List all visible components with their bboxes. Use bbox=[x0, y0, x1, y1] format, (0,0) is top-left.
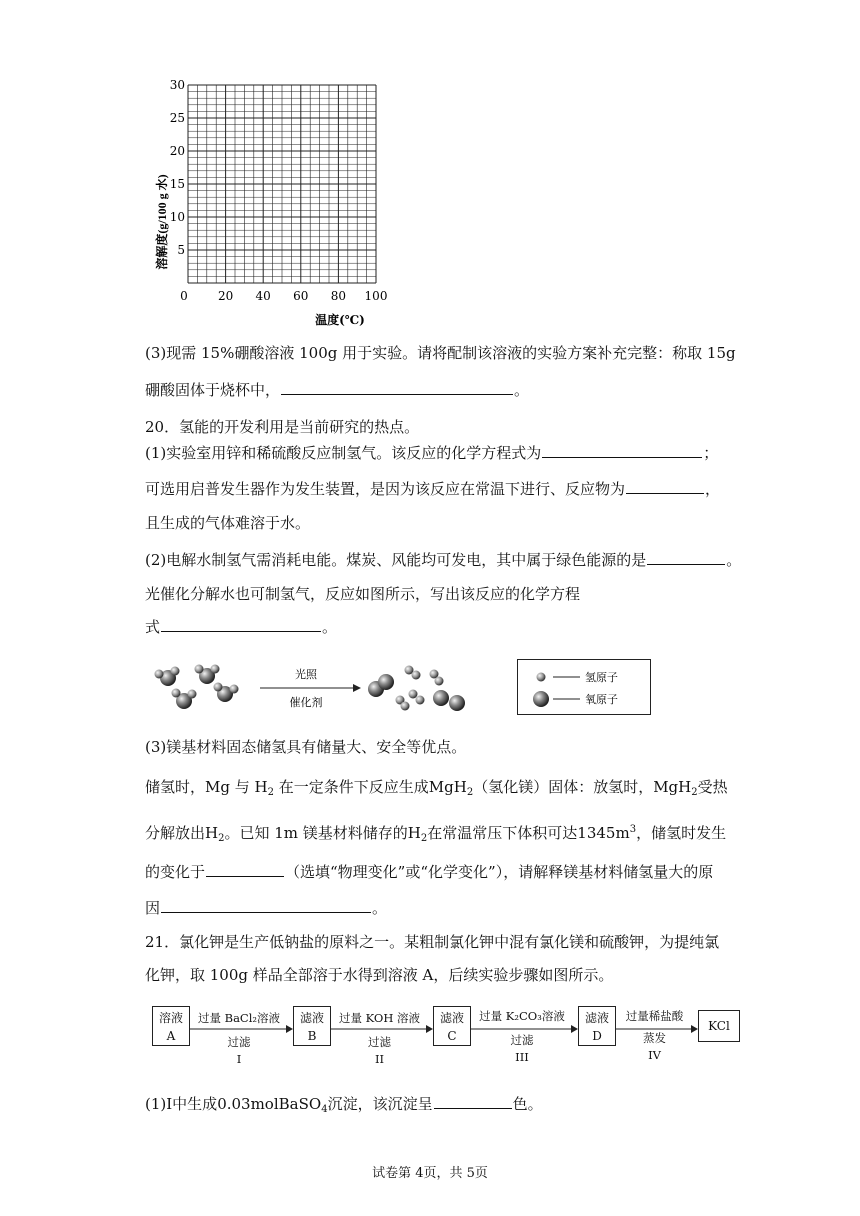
answer-blank[interactable] bbox=[281, 380, 513, 395]
answer-blank[interactable] bbox=[434, 1094, 512, 1109]
flow-box-kcl: KCl bbox=[698, 1010, 740, 1042]
chart-ylabel: 溶解度(g/100 g 水) bbox=[155, 174, 169, 270]
water-molecule bbox=[172, 689, 197, 710]
x-tick-label: 40 bbox=[255, 289, 271, 303]
step1-number: I bbox=[236, 1052, 242, 1066]
chart-xlabel: 温度(℃) bbox=[315, 313, 365, 327]
x-tick-label: 60 bbox=[293, 289, 309, 303]
x-tick-label: 20 bbox=[217, 289, 234, 303]
step3-reagent: 过量 K₂CO₃溶液 bbox=[479, 1009, 565, 1023]
legend-hydrogen: 氢原子 bbox=[585, 671, 618, 684]
answer-blank[interactable] bbox=[161, 898, 371, 913]
x-tick-label: 0 bbox=[180, 289, 188, 303]
step4-number: IV bbox=[648, 1048, 661, 1062]
y-tick-label: 20 bbox=[169, 144, 185, 158]
oxygen-molecule bbox=[433, 690, 465, 711]
q19-3-line1: (3)现需 15%硼酸溶液 100g 用于实验。请将配制该溶液的实验方案补充完整：称取 15g bbox=[145, 344, 736, 362]
q20-2-line2: 光催化分解水也可制氢气，反应如图所示，写出该反应的化学方程 bbox=[145, 585, 581, 603]
step1-reagent: 过量 BaCl₂溶液 bbox=[197, 1011, 281, 1025]
step2-op: 过滤 bbox=[368, 1035, 391, 1049]
legend-oxygen: 氧原子 bbox=[585, 693, 618, 706]
q21-stem-line2: 化钾，取 100g 样品全部溶于水得到溶液 A，后续实验步骤如图所示。 bbox=[145, 966, 614, 984]
x-tick-label: 100 bbox=[364, 289, 388, 303]
step2-number: II bbox=[374, 1052, 385, 1066]
flow-box-solution-a: 溶液 A bbox=[152, 1006, 190, 1046]
arrow-top-label: 光照 bbox=[295, 668, 317, 681]
answer-blank[interactable] bbox=[647, 550, 725, 565]
oxygen-atom-icon bbox=[533, 691, 549, 707]
step4-reagent: 过量稀盐酸 bbox=[625, 1009, 684, 1023]
flow-box-filtrate-b: 滤液 B bbox=[293, 1006, 331, 1046]
step4-op: 蒸发 bbox=[643, 1031, 666, 1045]
q20-3-line4: 的变化于 （选填“物理变化”或“化学变化”），请解释镁基材料储氢量大的原 bbox=[145, 863, 714, 881]
q21-stem-line1: 21．氯化钾是生产低钠盐的原料之一。某粗制氯化钾中混有氯化镁和硫酸钾，为提纯氯 bbox=[145, 933, 720, 951]
water-molecule bbox=[214, 683, 239, 703]
x-tick-label: 80 bbox=[330, 289, 347, 303]
answer-blank[interactable] bbox=[542, 443, 702, 458]
q20-3-line5: 因 。 bbox=[145, 899, 388, 917]
y-tick-label: 30 bbox=[169, 78, 185, 92]
answer-blank[interactable] bbox=[626, 479, 704, 494]
oxygen-molecule bbox=[368, 674, 394, 697]
atom-legend bbox=[517, 659, 651, 715]
q20-2-line1: (2)电解水制氢气需消耗电能。煤炭、风能均可发电，其中属于绿色能源的是 。 bbox=[145, 551, 742, 569]
hydrogen-molecule bbox=[396, 696, 410, 711]
hydrogen-atom-icon bbox=[537, 673, 546, 682]
q20-3-line2: 储氢时，Mg 与 $H_2$ 在一定条件下反应生成MgH$_2$（氢化镁）固体：放氢时，MgH$_2$受热 bbox=[145, 778, 728, 798]
hydrogen-molecule bbox=[405, 666, 421, 680]
q19-3-line2: 硼酸固体于烧杯中， 。 bbox=[145, 381, 530, 399]
hydrogen-molecule bbox=[430, 670, 444, 686]
step3-op: 过滤 bbox=[510, 1033, 534, 1047]
q21-1-line: (1)I中生成0.03molBaSO$_4$沉淀，该沉淀呈 色。 bbox=[145, 1095, 543, 1115]
step1-op: 过滤 bbox=[227, 1035, 251, 1049]
hydrogen-molecule bbox=[409, 690, 425, 705]
flow-box-filtrate-d: 滤液 D bbox=[578, 1006, 616, 1046]
page-footer: 试卷第 4页，共 5页 bbox=[372, 1166, 488, 1181]
y-tick-label: 15 bbox=[169, 177, 185, 191]
chart-grid bbox=[188, 85, 376, 283]
flow-box-filtrate-c: 滤液 C bbox=[433, 1006, 471, 1046]
y-tick-label: 10 bbox=[169, 210, 185, 224]
water-molecule bbox=[195, 665, 220, 685]
answer-blank[interactable] bbox=[206, 862, 284, 877]
q20-3-line3: 分解放出$H_2$。已知 1m 镁基材料储存的$H_2$在常温常压下体积可达$1345m^3$，储氢时发生 bbox=[145, 824, 727, 844]
q20-1-line3: 且生成的气体难溶于水。 bbox=[145, 514, 311, 532]
y-tick-label: 25 bbox=[169, 111, 185, 125]
q20-stem: 20．氢能的开发利用是当前研究的热点。 bbox=[145, 418, 420, 436]
y-tick-label: 5 bbox=[177, 243, 185, 257]
step3-number: III bbox=[515, 1050, 529, 1064]
q20-2-line3: 式 。 bbox=[145, 618, 338, 636]
water-molecule bbox=[155, 667, 180, 687]
q20-3-line1: (3)镁基材料固态储氢具有储量大、安全等优点。 bbox=[145, 738, 467, 756]
answer-blank[interactable] bbox=[161, 617, 321, 632]
q20-1-line1: (1)实验室用锌和稀硫酸反应制氢气。该反应的化学方程式为 ； bbox=[145, 444, 719, 462]
photocatalysis-diagram bbox=[148, 656, 478, 726]
arrow-bottom-label: 催化剂 bbox=[289, 696, 323, 709]
solubility-chart bbox=[150, 72, 410, 332]
q20-1-line2: 可选用启普发生器作为发生装置，是因为该反应在常温下进行、反应物为 ， bbox=[145, 480, 721, 498]
step2-reagent: 过量 KOH 溶液 bbox=[338, 1011, 421, 1025]
flow-arrows bbox=[0, 1020, 860, 1040]
